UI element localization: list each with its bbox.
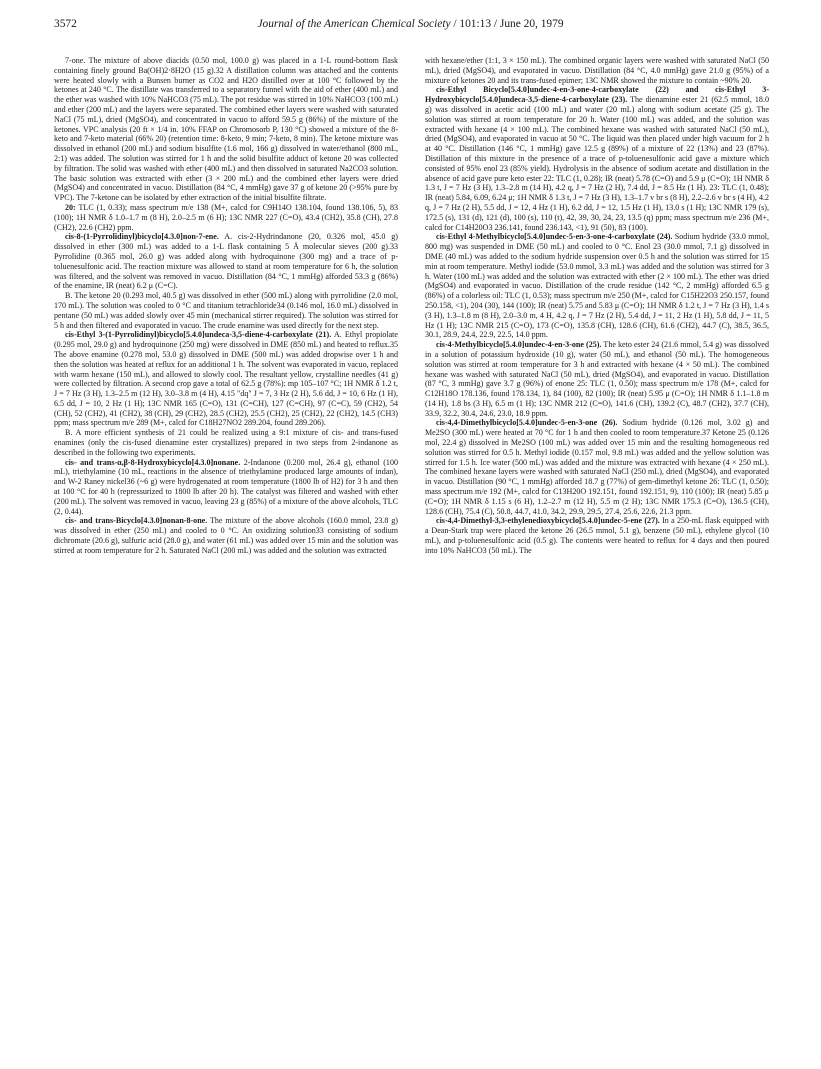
left-paragraph: [54, 458, 398, 517]
paragraph-text: The dienamine ester 21 (62.5 mmol, 18.0 g) was dissolved in acetic acid (100 mL) and water (20 mL) along with sodium acetate (25 g). The solution was stirred at room temperature for 20 h. Water (100 mL) was added, and the solution was extracted with hexane (4 × 100 mL). The combined hexane was washed with saturated NaCl (50 mL), dried (MgSO4), and evaporated in vacuo at 50 °C. The liquid was then placed under high vacuum for 2 h at 40 °C. Distillation (146 °C, 1 mmHg) gave 12.5 g (89%) of a mixture of 22 (13%) and 23 (87%). Distillation of this mixture in the presence of a trace of p-toluenesulfonic acid gave a mixture which consisted of 95% enol 23 (85% yield). Hydrolysis in the absence of sodium acetate and distillation in the absence of acid gave pure keto ester 22: TLC (1, 0.28); IR (neat) 5.78 (C=O) and 5.9 μ (C=O); 1H NMR δ 1.3 t, J = 7 Hz (3 H), 1.3–2.8 m (14 H), 4.2 q, J = 7 Hz (2 H), 7.4 dd, J = 8.5 Hz (1 H). 23: TLC (1, 0.48); IR (neat) 5.84, 6.09, 6.24 μ; 1H NMR δ 1.3 t, J = 7 Hz (3 H), 1.3–1.7 v br s (8 H), 2.2–2.6 v br s (4 H), 4.2 q, J = 7 Hz (2 H), 5.5 dd, J = 12, 4 Hz (1 H), 6.2 dd, J = 12, 1.5 Hz (1 H), 13.0 s (1 H); 13C NMR 179 (s), 172.5 (s), 131 (d), 121 (d), 100 (s), 110 (t), 42, 39, 30, 24, 23, 13.5 (q) ppm; mass spectrum m/e 236 (M+, calcd for C14H20O3 236.141, found 236.143, <1), 91 (50), 83 (100).: [425, 95, 769, 232]
compound-heading: 20:: [65, 202, 76, 212]
paragraph-text: B. The ketone 20 (0.293 mol, 40.5 g) was dissolved in ether (500 mL) along with pyrrolidine (2.0 mol, 170 mL). The solution was cooled to 0 °C and titanium tetrachloride34 (0.146 mol, 16.0 mL) dissolved in pentane (50 mL) was added slowly over 45 min (mechanical stirrer required). The solution was stirred for 5 h and then filtered and evaporated in vacuo. The crude enamine was used directly for the next step.: [54, 291, 398, 330]
left-paragraph: [54, 203, 398, 232]
left-paragraph: [54, 232, 398, 291]
journal-title: Journal of the American Chemical Society: [257, 18, 451, 30]
paragraph-text: 2-Indanone (0.200 mol, 26.4 g), ethanol (100 mL), triethylamine (10 mL, reactions in the absence of triethylamine produced large amounts of indan), and W-2 Raney nickel36 (~6 g) were hydrogenated at room temperature (1800 lb of H2) for 3 h and then at 100 °C for 40 h (repressurized to 1800 lb after 20 h). The catalyst was filtered and washed with ether (200 mL). The solvent was removed in vacuo, leaving 23 g (85%) of a mixture of the above alcohols, TLC (2, 0.44).: [54, 457, 398, 516]
right-paragraph: [425, 232, 769, 340]
paragraph-text: 7-one. The mixture of above diacids (0.50 mol, 100.0 g) was placed in a 1-L round-bottom flask containing finely ground Ba(OH)2·8H2O (15 g).32 A distillation column was attached and the contents were heated slowly with a Bunsen burner as CO2 and H2O distilled over at 100 °C followed by the ketones at 240 °C. The distillate was transferred to a separatory funnel with the aid of ether (400 mL) and the ether was washed with 10% NaHCO3 (75 mL). The pot residue was stirred in 10% NaHCO3 (100 mL) and ether (200 mL) and the layers were separated. The combined ether layers were washed with saturated NaCl (75 mL), dried (MgSO4), and concentrated in vacuo to afford 59.5 g (86%) of the mixture of the ketones. VPC analysis (20 ft × 1/4 in. 10% FFAP on Chromosorb P, 130 °C) showed a mixture of the 8-keto and 7-keto material (66% 20) (retention time: 8-keto, 9 min; 7-keto, 8 min). The ketone mixture was dissolved in ethanol (200 mL) and sodium bisulfite (1.6 mol, 166 g) dissolved in water/ethanol (800 mL, 2:1) was added. The solution was stirred for 1 h and the solid bisulfite adduct of ketone 20 was collected by filtration. The solid was washed with ether (400 mL) and then dissolved in saturated Na2CO3 solution. The basic solution was extracted with ether (3 × 200 mL) and the combined ether layers were dried (MgSO4) and concentrated in vacuo. Distillation (84 °C, 4 mmHg) gave 37 g of ketone 20 (>95% pure by VPC). The 7-ketone can be isolated by ether extraction of the initial bisulfite filtrate.: [54, 56, 398, 203]
left-paragraph: [54, 291, 398, 330]
compound-heading: cis-4,4-Dimethylbicyclo[5.4.0]undec-5-en-3-one (26).: [436, 418, 618, 428]
paragraph-text: Sodium hydride (0.126 mol, 3.02 g) and Me2SO (300 mL) were heated at 70 °C for 1 h and then cooled to room temperature.37 Ketone 25 (0.126 mol, 22.4 g) dissolved in Me2SO (100 mL) was added over 15 min and the resulting homogeneous red solution was stirred for 0.5 h. Methyl iodide (0.157 mol, 9.8 mL) was added and the yellow solution was stirred for 1.5 h. Ice water (500 mL) was added and the mixture was extracted with hexane (4 × 250 mL). The combined hexane layers were washed with saturated NaCl (250 mL), dried (MgSO4), and evaporated in vacuo. Distillation (90 °C, 1 mmHg) afforded 18.7 g (77%) of gem-dimethyl ketone 26: TLC (1, 0.50); mass spectrum m/e 192 (M+, calcd for C13H20O 192.151, found 192.151, 9), 110 (100); IR (neat) 5.85 μ (C=O); 1H NMR δ 1.15 s (6 H), 1.2–2.7 m (12 H), 5.5 m (2 H); 13C NMR 175.3 (C=O), 136.5 (CH), 128.6 (CH), 75.4 (C), 50.8, 44.7, 41.0, 34.2, 29.9, 29.5, 27.4, 25.6, 22.6, 21.3 ppm.: [425, 418, 769, 516]
paragraph-text: In a 250-mL flask equipped with a Dean-Stark trap were placed the ketone 26 (26.5 mmol, 5.1 g), benzene (50 mL), ethylene glycol (10 mL), and p-toluenesulfonic acid (0.5 g). The contents were heated to reflux for 4 days and then poured into 10% NaHCO3 (50 mL). The: [425, 516, 769, 555]
compound-heading: cis-Ethyl 4-Methylbicyclo[5.4.0]undec-5-en-3-one-4-carboxylate (24).: [436, 232, 673, 242]
right-paragraph: [425, 516, 769, 555]
left-column: [54, 56, 398, 1056]
right-column: [425, 56, 769, 1056]
paragraph-text: A. Ethyl propiolate (0.295 mol, 29.0 g) and hydroquinone (250 mg) were dissolved in DME (850 mL) and heated to reflux.35 The above enamine (0.278 mol, 53.0 g) dissolved in DME (500 mL) was added dropwise over 1 h and then the solution was heated at reflux for an additional 1 h. The solvent was evaporated in vacuo, replaced with warm hexane (150 mL), and allowed to slowly cool. The resultant yellow, crystalline needles (41 g) were collected by filtration. A second crop gave a total of 62.5 g (78%): mp 105–107 °C; 1H NMR δ 1.2 t, J = 7 Hz (3 H), 1.3–2.5 m (12 H), 3.0–3.8 m (4 H), 4.15 "dq" J = 7, 3 Hz (2 H), 5.6 dd, J = 10, 6 Hz (1 H), 6.5 dd, J = 10, 2 Hz (1 H); 13C NMR 165 (C=O), 131 (C=CH), 127 (C=CH), 97 (C=C), 59 (CH2), 54 (CH), 52 (CH2), 41 (CH2), 38 (CH), 29 (CH2), 28.5 (CH2), 25.5 (CH2), 25 (CH2), 22 (CH2), 14.5 (CH3) ppm; mass spectrum m/e 289 (M+, calcd for C18H27NO2 289.204, found 289.206).: [54, 330, 398, 428]
left-paragraph: [54, 428, 398, 457]
page-number: 3572: [54, 18, 77, 30]
compound-heading: cis- and trans-Bicyclo[4.3.0]nonan-8-one.: [65, 516, 208, 526]
compound-heading: cis- and trans-α,β-8-Hydroxybicyclo[4.3.0]nonane.: [65, 457, 241, 467]
right-paragraph: [425, 418, 769, 516]
journal-running-head: [54, 18, 767, 30]
paragraph-text: The mixture of the above alcohols (160.0 mmol, 23.8 g) was dissolved in ether (250 mL) and cooled to 0 °C. An oxidizing solution33 consisting of sodium dichromate (20.6 g), sulfuric acid (28.0 g), and water (61 mL) was added over 15 min and the solution was stirred at room temperature for 2 h. Saturated NaCl (200 mL) was added and the solution was extracted: [54, 516, 398, 555]
left-paragraph: [54, 56, 398, 203]
compound-heading: cis-Ethyl 3-(1-Pyrrolidinyl)bicyclo[5.4.0]undeca-3,5-diene-4-carboxylate (21).: [65, 330, 332, 340]
compound-heading: cis-Ethyl Bicyclo[5.4.0]undec-4-en-3-one-4-carboxylate (22) and cis-Ethyl 3-Hydroxybicyclo[5.4.0]undeca-3,5-diene-4-carboxylate (23).: [425, 85, 769, 105]
paragraph-text: B. A more efficient synthesis of 21 could be realized using a 9:1 mixture of cis- and trans-fused enamines (only the cis-fused dienamine ester crystallizes) prepared in two steps from 2-indanone as described in the following two experiments.: [54, 428, 398, 457]
compound-heading: cis-4-Methylbicyclo[5.4.0]undec-4-en-3-one (25).: [436, 340, 602, 350]
paragraph-text: The keto ester 24 (21.6 mmol, 5.4 g) was dissolved in a solution of potassium hydroxide (10 g), water (50 mL), and ethanol (50 mL). The homogeneous solution was stirred at room temperature for 3 h and extracted with hexane (4 × 50 mL). The combined hexane was washed with saturated NaCl (50 mL), dried (MgSO4), and evaporated in vacuo. Distillation (87 °C, 3 mmHg) gave 3.7 g (96%) of enone 25: TLC (1, 0.50); mass spectrum m/e 178 (M+, calcd for C12H18O 178.136, found 178.134, 1), 84 (100), 82 (100); IR (neat) 5.95 μ (C=O); 1H NMR δ 1.1–1.8 m (14 H), 1.8 bs (3 H), 6.5 m (1 H); 13C NMR 212 (C=O), 141.6 (CH), 139.2 (C), 48.7 (CH2), 37.7 (CH), 33.9, 32.2, 30.4, 24.6, 23.0, 18.9 ppm.: [425, 340, 769, 418]
paragraph-text: A. cis-2-Hydrindanone (20, 0.326 mol, 45.0 g) dissolved in ether (300 mL) was added to a 1-L flask containing 5 Å molecular sieves (200 g).33 Pyrrolidine (0.365 mol, 26.0 g) was added along with hydroquinone (300 mg) and a trace of p-toluenesulfonic acid. The reaction mixture was allowed to stand at room temperature for 6 h, the solution was filtered, and the solvent was removed in vacuo. Distillation (84 °C, 1 mmHg) afforded 53.3 g (86%) of the enamine, IR (neat) 6.2 μ (C=C).: [54, 232, 398, 291]
right-paragraph: [425, 56, 769, 85]
paragraph-text: Sodium hydride (33.0 mmol, 800 mg) was suspended in DME (50 mL) and cooled to 0 °C. Enol 23 (30.0 mmol, 7.1 g) dissolved in DME (40 mL) was added to the sodium hydride suspension over 0.5 h and the solution was stirred for 15 min at room temperature. Methyl iodide (53.0 mmol, 3.3 mL) was added and the solution was stirred for 3 h. Water (100 mL) was added and the solution was extracted with ether (2 × 100 mL). The ether was dried (MgSO4) and evaporated in vacuo. Distillation of the crude residue (142 °C, 2 mmHg) afforded 6.5 g (86%) of a colorless oil: TLC (1, 0.53); mass spectrum m/e 250 (M+, calcd for C15H22O3 250.157, found 250.158, <1), 204 (30), 144 (100); IR (neat) 5.75 and 5.83 μ (C=O); 1H NMR δ 1.2 t, J = 7 Hz (3 H), 1.4 s (3 H), 1.3–1.8 m (8 H), 2.0–3.0 m, 4 H, 4.2 q, J = 7 Hz (2 H), 5.4 dd, J = 11, 2 Hz (1 H), 5.8 dd, J = 11, 5 Hz (1 H); 13C NMR 215 (C=O), 173 (C=O), 135.8 (CH), 128.6 (CH), 61.6 (CH2), 44.7 (C), 38.5, 36.5, 30.1, 28.9, 24.4, 22.9, 22.5, 14.0 ppm.: [425, 232, 769, 340]
left-paragraph: [54, 516, 398, 555]
paragraph-text: TLC (1, 0.33); mass spectrum m/e 138 (M+, calcd for C9H14O 138.104, found 138.106, 5), 83 (100); 1H NMR δ 1.0–1.7 m (8 H), 2.0–2.5 m (6 H); 13C NMR 227 (C=O), 43.4 (CH2), 35.8 (CH), 27.8 (CH2), 22.6 (CH2) ppm.: [54, 202, 398, 232]
left-paragraph: [54, 330, 398, 428]
page-header: [54, 18, 767, 36]
right-paragraph: [425, 340, 769, 418]
volume-info: / 101:13 / June 20, 1979: [453, 18, 564, 30]
paragraph-text: with hexane/ether (1:1, 3 × 150 mL). The combined organic layers were washed with saturated NaCl (50 mL), dried (MgSO4), and evaporated in vacuo. Distillation (84 °C, 4.0 mmHg) gave 21.0 g (95%) of a mixture of ketones 20 and its trans-fused epimer; 13C NMR showed the mixture to contain ~90% 20.: [425, 56, 769, 85]
compound-heading: cis-4,4-Dimethyl-3,3-ethylenedioxybicyclo[5.4.0]undec-5-ene (27).: [436, 516, 660, 526]
right-paragraph: [425, 85, 769, 232]
compound-heading: cis-8-(1-Pyrrolidinyl)bicyclo[4.3.0]non-7-ene.: [65, 232, 219, 242]
